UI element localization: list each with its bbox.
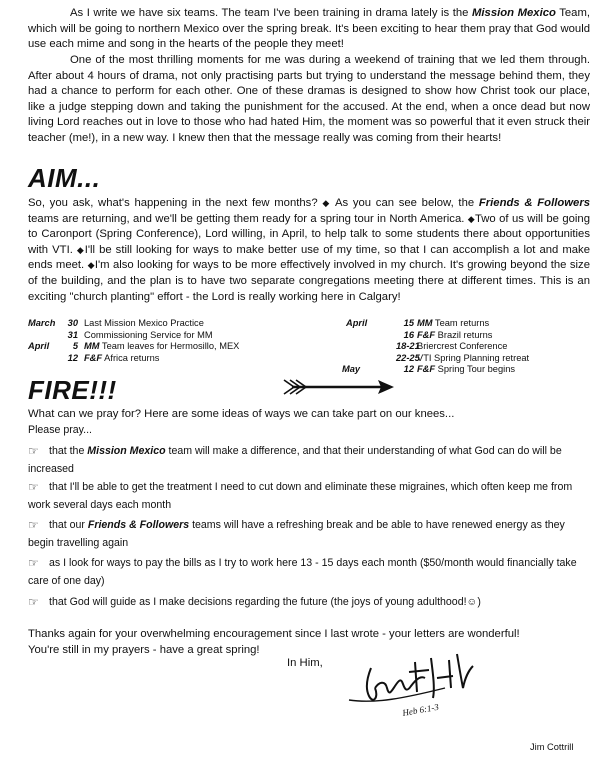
schedule-left xyxy=(28,318,288,364)
prayer-item xyxy=(28,554,588,590)
aim-text-1: So, you ask, what's happening in the next few months? xyxy=(28,197,323,209)
aim-text-5: I'll be still looking for ways to make better use of my time, so that I can accomplish a lot and make ends meet. xyxy=(28,243,590,272)
intro-paragraph-1 xyxy=(28,6,590,53)
prayer-item xyxy=(28,593,588,611)
friends-followers-name: Friends & Followers xyxy=(478,197,590,209)
closing-line-2: You're still in my prayers - have a great spring! xyxy=(28,643,260,656)
schedule-day: 12 xyxy=(403,364,414,375)
prayer-item xyxy=(28,478,588,514)
schedule-text: Commissioning Service for MM xyxy=(84,329,213,340)
schedule-day: 16 xyxy=(403,329,414,340)
aim-text-6: I'm also looking for ways to be more effectively involved in my church. It's growing beyond the size of the building, and the plan is to have two separate congregations meeting there at different times. This is an exciting "church planting" effort - the Lord is really working here in Calgary! xyxy=(28,259,590,303)
schedule-abbr: MM xyxy=(417,318,433,328)
handwritten-signature xyxy=(345,648,475,718)
schedule-day: 12 xyxy=(67,352,78,363)
schedule-day: 18-21 xyxy=(396,341,420,352)
schedule-text: Briercrest Conference xyxy=(417,341,508,352)
intro-paragraph-2: One of the most thrilling moments for me was during a weekend of training that we led them through. After about 4 hours of drama, not only practising parts but trying to understand the message behind them, they had a chance to perform for each other. One of these dramas is designed to show how Christ took our place, like a judge stepping down and taking the punishment for the accused. At the end, when a once dead but now living Lord reaches out in love to those who had hated Him, the moment was so powerful that it even struck their teacher (me!), in a new way. I knew then that the message really was coming from their hearts! xyxy=(28,54,590,144)
sign-off: In Him, xyxy=(287,657,323,669)
schedule-text-body: Team returns xyxy=(434,318,490,328)
schedule-row xyxy=(28,330,288,342)
schedule-row xyxy=(28,353,288,365)
prayer-item xyxy=(28,516,588,552)
schedule-month: March xyxy=(28,318,56,328)
schedule-day: 30 xyxy=(67,318,78,328)
aim-paragraph xyxy=(28,196,590,305)
schedule-month: April xyxy=(346,318,368,328)
schedule-row xyxy=(346,330,596,342)
schedule-text-body: Team leaves for Hermosillo, MEX xyxy=(101,341,240,352)
prayer-text-pre: that the xyxy=(49,445,88,457)
pointing-hand-icon: ☞ xyxy=(28,518,39,532)
schedule-text xyxy=(84,353,159,365)
schedule-abbr: F&F xyxy=(417,329,436,340)
schedule-row xyxy=(342,364,596,376)
prayer-intro xyxy=(28,407,454,437)
schedule-text xyxy=(417,364,515,376)
prayer-intro-line: What can we pray for? Here are some ideas of ways we can take part on our knees... xyxy=(28,408,455,420)
closing-line-1: Thanks again for your overwhelming encouragement since I last wrote - your letters are wonderful! xyxy=(28,628,520,640)
schedule-abbr: MM xyxy=(84,341,100,352)
mission-mexico-name: Mission Mexico xyxy=(471,7,556,19)
prayer-text-post: team will make a difference, and that their understanding of what God can do will be increased xyxy=(28,445,562,475)
diamond-bullet-icon: ◆ xyxy=(467,213,475,224)
schedule-day: 22-25 xyxy=(396,352,420,363)
schedule-day: 5 xyxy=(72,341,78,352)
prayer-text: that God will guide as I make decisions regarding the future (the joys of young adulthood!☺) xyxy=(49,596,481,608)
schedule-text: Last Mission Mexico Practice xyxy=(84,318,204,328)
schedule-text: VTI Spring Planning retreat xyxy=(417,352,530,363)
signature-verse: Heb 6:1-3 xyxy=(401,701,440,718)
schedule-text-body: Spring Tour begins xyxy=(437,364,516,375)
pointing-hand-icon: ☞ xyxy=(28,444,39,458)
prayer-text: that I'll be able to get the treatment I need to cut down and eliminate these migraines, which often keep me from work several days each month xyxy=(28,481,573,511)
prayer-item xyxy=(28,442,588,478)
schedule-abbr: F&F xyxy=(417,364,436,375)
arrow-icon xyxy=(282,376,394,398)
intro-p1-before: As I write we have six teams. The team I've been training in drama lately is the xyxy=(70,7,472,19)
schedule-day: 15 xyxy=(403,318,414,328)
prayer-text-pre: that our xyxy=(49,519,88,531)
pointing-hand-icon: ☞ xyxy=(28,480,39,494)
schedule-row xyxy=(346,341,596,353)
schedule-day: 31 xyxy=(67,329,78,340)
diamond-bullet-icon: ◆ xyxy=(76,244,85,255)
diamond-bullet-icon: ◆ xyxy=(322,198,331,208)
schedule-row xyxy=(28,318,288,330)
schedule-month: May xyxy=(342,364,361,375)
schedule-text xyxy=(417,318,489,330)
schedule-text-body: Brazil returns xyxy=(437,329,493,340)
schedule-text xyxy=(417,330,492,342)
intro-p1-after: Team, which will be going to northern Mexico over the spring break. It's been exciting to hear them pray that God would use each mime and song in the hearts of the people they meet! xyxy=(28,7,590,51)
fire-heading: FIRE!!! xyxy=(28,375,117,405)
aim-heading: AIM... xyxy=(28,163,101,193)
friends-followers-name: Friends & Followers xyxy=(87,519,190,531)
schedule-right xyxy=(342,318,596,376)
aim-text-3: teams are returning, and we'll be getting them ready for a spring tour in North America. xyxy=(28,212,468,225)
schedule-row xyxy=(28,341,288,353)
closing xyxy=(28,627,590,658)
schedule-text-body: Africa returns xyxy=(104,352,160,363)
aim-text-2: As you can see below, the xyxy=(334,197,479,209)
schedule-abbr: F&F xyxy=(84,352,103,363)
pointing-hand-icon: ☞ xyxy=(28,595,39,609)
pointing-hand-icon: ☞ xyxy=(28,556,39,570)
diamond-bullet-icon: ◆ xyxy=(87,260,95,271)
mission-mexico-name: Mission Mexico xyxy=(87,445,166,457)
schedule-row xyxy=(346,353,596,365)
author-name: Jim Cottrill xyxy=(530,742,574,752)
schedule-text xyxy=(84,341,239,353)
prayer-text-post: teams will have a refreshing break and be able to have renewed energy as they begin travelling again xyxy=(28,519,565,549)
please-pray-line: Please pray... xyxy=(28,423,92,436)
prayer-text: as I look for ways to pay the bills as I try to work here 13 - 15 days each month ($50/month would financially take care of one day) xyxy=(28,557,577,587)
schedule-month: April xyxy=(28,341,50,352)
schedule-row xyxy=(346,318,596,330)
aim-text-4: Two of us will be going to Caronport (Spring Conference), Lord willing, in April, to help talk to some students there about opportunities with VTI. xyxy=(28,212,591,256)
